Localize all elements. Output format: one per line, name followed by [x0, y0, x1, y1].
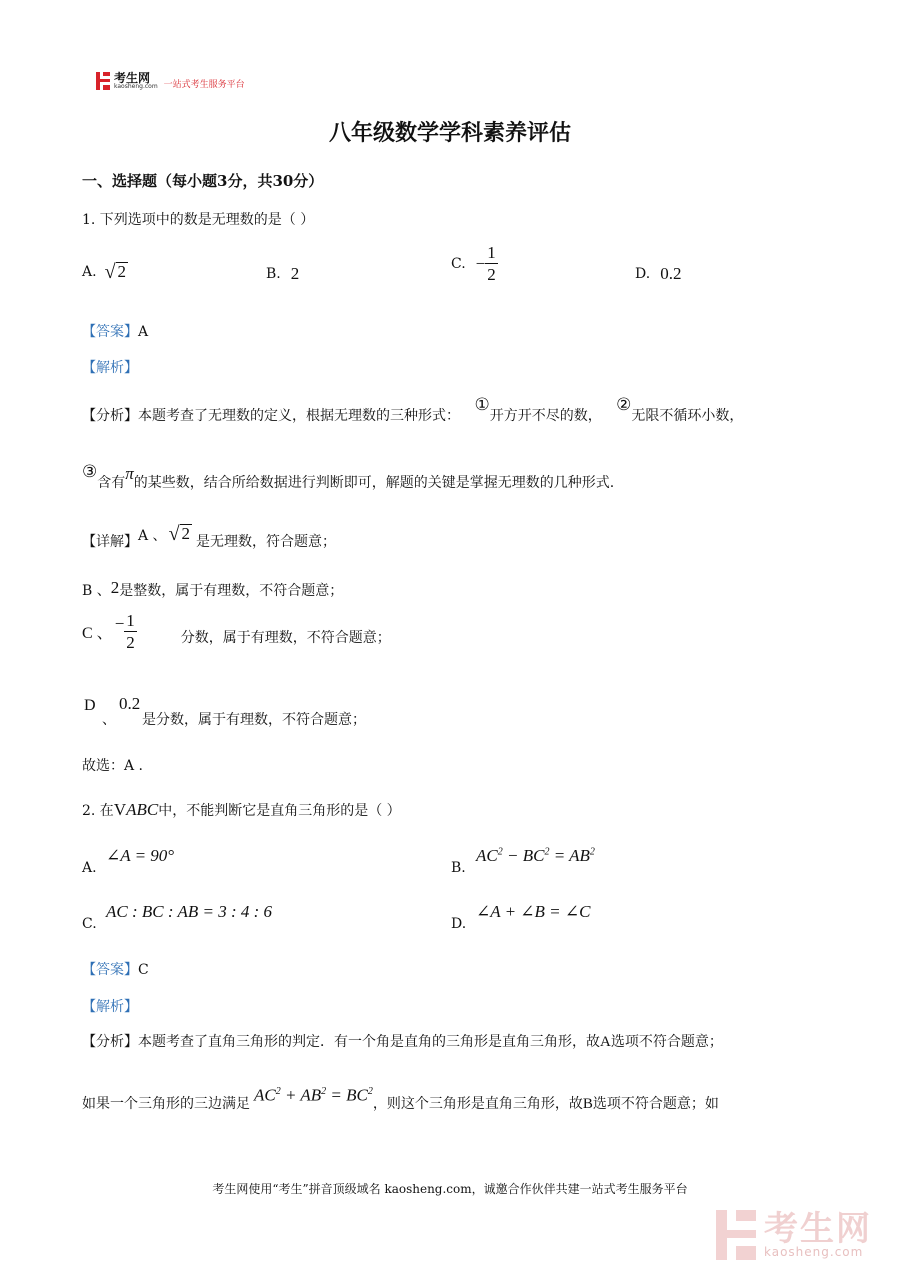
- q1-answer: 【答案】A: [82, 324, 149, 340]
- watermark-domain: kaosheng.com: [764, 1245, 864, 1259]
- q2-option-a-expr: ∠A = 90°: [106, 846, 175, 865]
- q1-option-b: [266, 264, 299, 284]
- q1-option-d: [635, 264, 681, 284]
- q2-option-d-expr: ∠A + ∠B = ∠C: [476, 902, 591, 921]
- q1-option-c: [451, 244, 498, 283]
- q1-option-a: [82, 262, 128, 282]
- watermark: [716, 1210, 872, 1260]
- q1-detail-d-label: D: [84, 697, 96, 714]
- q2-option-d-label: D.: [451, 916, 467, 932]
- page-title: 八年级数学学科素养评估: [328, 120, 571, 146]
- q2-option-c-label: C.: [82, 916, 97, 932]
- q1-fenxi-line2: ③含有π的某些数，结合所给数据进行判断即可，解题的关键是掌握无理数的几种形式.: [82, 462, 615, 491]
- q1-fenxi-line1: 【分析】本题考查了无理数的定义，根据无理数的三种形式： ①开方开不尽的数， ②无限不循环小数，: [82, 395, 744, 424]
- q2-option-b-label: B.: [451, 860, 466, 876]
- option-value: 2: [290, 264, 300, 283]
- q1-detail-c: C 、 − $\frac{1}{2}$ 分数，属于有理数，不符合题意；: [82, 611, 391, 652]
- question-2-stem: 2. 在VABC中，不能判断它是直角三角形的是（ ）: [82, 800, 401, 819]
- logo-name: 考生网: [114, 71, 151, 85]
- fraction: $\frac{1}{2}$: [126, 611, 135, 652]
- watermark-name: 考生网: [764, 1209, 872, 1249]
- sqrt-expression: √ 2: [168, 523, 191, 545]
- option-label: A.: [82, 264, 97, 280]
- option-label: C.: [451, 255, 466, 272]
- question-1-stem: 1. 下列选项中的数是无理数的是（ ）: [82, 212, 315, 228]
- minus-sign: −: [475, 253, 486, 273]
- q2-analysis-tag: 【解析】: [82, 999, 138, 1015]
- logo-icon: [96, 72, 110, 90]
- q2-option-b-expr: $AC^2 - BC^2 = AB^2$: [476, 846, 595, 865]
- fraction: $\frac{1}{2}$: [487, 243, 496, 284]
- q2-answer: 【答案】C: [82, 962, 149, 978]
- q1-detail-d-value: 0.2: [119, 694, 141, 713]
- pythagorean-expr: $AC^2 + AB^2 = BC^2$: [254, 1085, 373, 1105]
- watermark-logo-icon: [716, 1210, 756, 1260]
- q1-detail-a: 【详解】 A 、 √ 2 是无理数，符合题意；: [82, 523, 337, 550]
- sqrt-icon: √: [168, 523, 180, 545]
- q1-conclusion: 故选：A .: [82, 758, 144, 774]
- q1-analysis-tag: 【解析】: [82, 360, 138, 376]
- q2-fenxi-line2: 如果一个三角形的三边满足 $AC^2 + AB^2 = BC^2$ ，则这个三角形是直角三角形，故 B 选项不符合题意；如: [82, 1092, 719, 1116]
- option-label: B.: [266, 266, 281, 282]
- q2-option-c-expr: AC : BC : AB = 3 : 4 : 6: [106, 902, 273, 921]
- sqrt-expression: √ 2: [104, 261, 127, 283]
- q2-fenxi-line1: 【分析】本题考查了直角三角形的判定．有一个角是直角的三角形是直角三角形，故A选项不符合题意；: [82, 1034, 723, 1050]
- option-value: 0.2: [660, 264, 682, 283]
- sqrt-icon: √: [104, 261, 116, 283]
- header-logo: [96, 72, 245, 90]
- logo-slogan: 一站式考生服务平台: [163, 79, 245, 90]
- logo-domain: kaosheng.com: [114, 83, 158, 90]
- q1-detail-b: B 、2是整数，属于有理数，不符合题意；: [82, 578, 344, 599]
- section-heading: 一、选择题（每小题3分，共30分）: [82, 172, 324, 190]
- q1-detail-d-text: 、 是分数，属于有理数，不符合题意；: [102, 712, 366, 728]
- q2-option-a-label: A.: [82, 860, 97, 876]
- option-label: D.: [635, 266, 651, 282]
- footer-text: 考生网使用“考生”拼音顶级域名 kaosheng.com，诚邀合作伙伴共建一站式考生服务平台: [212, 1182, 688, 1196]
